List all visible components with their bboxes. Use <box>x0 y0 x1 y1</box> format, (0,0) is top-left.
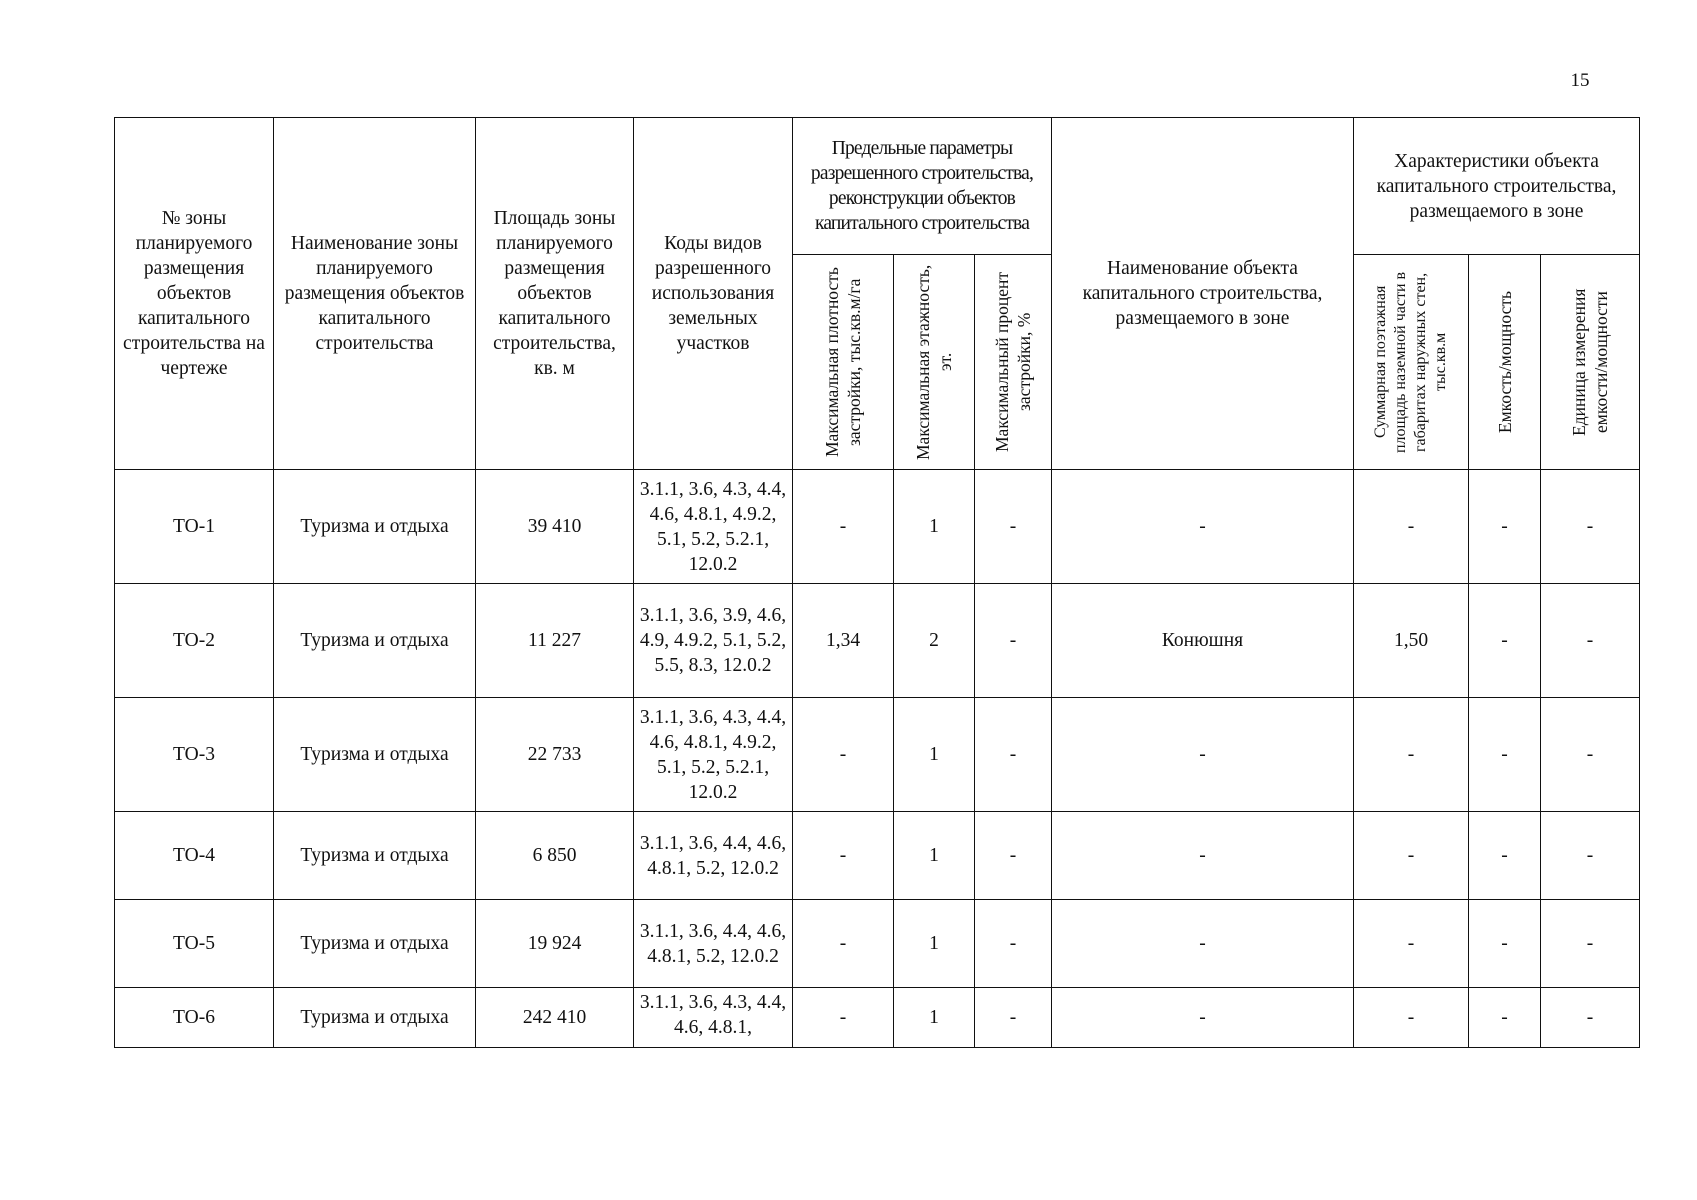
land-use-codes: 3.1.1, 3.6, 4.4, 4.6, 4.8.1, 5.2, 12.0.2 <box>634 812 793 900</box>
capacity: - <box>1469 470 1541 584</box>
header-land-use-codes: Коды видов разрешенного использования земельных участков <box>634 118 793 470</box>
zone-name: Туризма и отдыха <box>274 900 476 988</box>
page-number: 15 <box>1570 70 1590 91</box>
table-row <box>115 812 1640 900</box>
max-percent: - <box>975 584 1052 698</box>
total-floor-area: - <box>1354 988 1469 1048</box>
zone-name: Туризма и отдыха <box>274 470 476 584</box>
land-use-codes: 3.1.1, 3.6, 4.3, 4.4, 4.6, 4.8.1, 4.9.2, 5.1, 5.2, 5.2.1, 12.0.2 <box>634 470 793 584</box>
capacity-unit: - <box>1541 470 1640 584</box>
zone-area: 39 410 <box>476 470 634 584</box>
header-zone-area: Площадь зоны планируемого размещения объектов капитального строительства, кв. м <box>476 118 634 470</box>
max-density: - <box>793 988 894 1048</box>
capacity: - <box>1469 988 1541 1048</box>
land-use-codes: 3.1.1, 3.6, 4.3, 4.4, 4.6, 4.8.1, <box>634 988 793 1048</box>
max-floors: 1 <box>894 900 975 988</box>
header-max-percent: Максимальный процент застройки, % <box>992 272 1034 452</box>
total-floor-area: - <box>1354 900 1469 988</box>
zone-id: ТО-5 <box>115 900 274 988</box>
zone-name: Туризма и отдыха <box>274 988 476 1048</box>
object-name: - <box>1052 698 1354 812</box>
capacity: - <box>1469 584 1541 698</box>
zones-table <box>114 117 1640 1048</box>
zone-id: ТО-4 <box>115 812 274 900</box>
header-capacity-unit: Единица измерения емкости/мощности <box>1569 288 1612 436</box>
zone-area: 11 227 <box>476 584 634 698</box>
zone-name: Туризма и отдыха <box>274 584 476 698</box>
header-object-name: Наименование объекта капитального строительства, размещаемого в зоне <box>1052 118 1354 470</box>
max-density: - <box>793 470 894 584</box>
max-percent: - <box>975 988 1052 1048</box>
header-zone-no: № зоны планируемого размещения объектов капитального строительства на чертеже <box>115 118 274 470</box>
max-floors: 1 <box>894 470 975 584</box>
header-capacity: Емкость/мощность <box>1494 290 1515 434</box>
total-floor-area: - <box>1354 470 1469 584</box>
header-row-1 <box>115 118 1640 255</box>
max-density: - <box>793 812 894 900</box>
max-floors: 1 <box>894 812 975 900</box>
header-max-floors-cell <box>894 255 975 470</box>
header-object-chars: Характеристики объекта капитального строительства, размещаемого в зоне <box>1354 118 1640 255</box>
max-floors: 1 <box>894 698 975 812</box>
header-limit-params: Предельные параметры разрешенного строительства, реконструкции объектов капитального строительства <box>793 118 1052 255</box>
object-name: - <box>1052 812 1354 900</box>
header-max-density: Максимальная плотность застройки, тыс.кв.м/га <box>822 267 864 457</box>
zone-id: ТО-1 <box>115 470 274 584</box>
land-use-codes: 3.1.1, 3.6, 4.3, 4.4, 4.6, 4.8.1, 4.9.2, 5.1, 5.2, 5.2.1, 12.0.2 <box>634 698 793 812</box>
table-row <box>115 470 1640 584</box>
table-row <box>115 988 1640 1048</box>
header-total-floor-area: Суммарная поэтажная площадь наземной части в габаритах наружных стен, тыс.кв.м <box>1372 271 1449 453</box>
zone-area: 19 924 <box>476 900 634 988</box>
land-use-codes: 3.1.1, 3.6, 4.4, 4.6, 4.8.1, 5.2, 12.0.2 <box>634 900 793 988</box>
max-density: - <box>793 698 894 812</box>
max-percent: - <box>975 470 1052 584</box>
max-percent: - <box>975 812 1052 900</box>
capacity-unit: - <box>1541 584 1640 698</box>
header-total-floor-area-cell <box>1354 255 1469 470</box>
object-name: - <box>1052 470 1354 584</box>
zone-area: 242 410 <box>476 988 634 1048</box>
max-floors: 1 <box>894 988 975 1048</box>
total-floor-area: - <box>1354 812 1469 900</box>
capacity: - <box>1469 698 1541 812</box>
zone-name: Туризма и отдыха <box>274 812 476 900</box>
header-zone-name: Наименование зоны планируемого размещения объектов капитального строительства <box>274 118 476 470</box>
zone-id: ТО-2 <box>115 584 274 698</box>
capacity-unit: - <box>1541 988 1640 1048</box>
header-max-density-cell <box>793 255 894 470</box>
table-row <box>115 900 1640 988</box>
object-name: Конюшня <box>1052 584 1354 698</box>
zone-id: ТО-6 <box>115 988 274 1048</box>
zone-area: 6 850 <box>476 812 634 900</box>
zone-area: 22 733 <box>476 698 634 812</box>
max-percent: - <box>975 698 1052 812</box>
table-row <box>115 698 1640 812</box>
max-density: - <box>793 900 894 988</box>
capacity: - <box>1469 900 1541 988</box>
zone-name: Туризма и отдыха <box>274 698 476 812</box>
object-name: - <box>1052 900 1354 988</box>
zone-id: ТО-3 <box>115 698 274 812</box>
header-max-percent-cell <box>975 255 1052 470</box>
capacity: - <box>1469 812 1541 900</box>
max-percent: - <box>975 900 1052 988</box>
capacity-unit: - <box>1541 812 1640 900</box>
capacity-unit: - <box>1541 900 1640 988</box>
header-capacity-unit-cell <box>1541 255 1640 470</box>
max-density: 1,34 <box>793 584 894 698</box>
header-max-floors: Максимальная этажность, эт. <box>913 264 955 460</box>
total-floor-area: - <box>1354 698 1469 812</box>
table-row <box>115 584 1640 698</box>
header-capacity-cell <box>1469 255 1541 470</box>
capacity-unit: - <box>1541 698 1640 812</box>
land-use-codes: 3.1.1, 3.6, 3.9, 4.6, 4.9, 4.9.2, 5.1, 5.2, 5.5, 8.3, 12.0.2 <box>634 584 793 698</box>
object-name: - <box>1052 988 1354 1048</box>
max-floors: 2 <box>894 584 975 698</box>
total-floor-area: 1,50 <box>1354 584 1469 698</box>
